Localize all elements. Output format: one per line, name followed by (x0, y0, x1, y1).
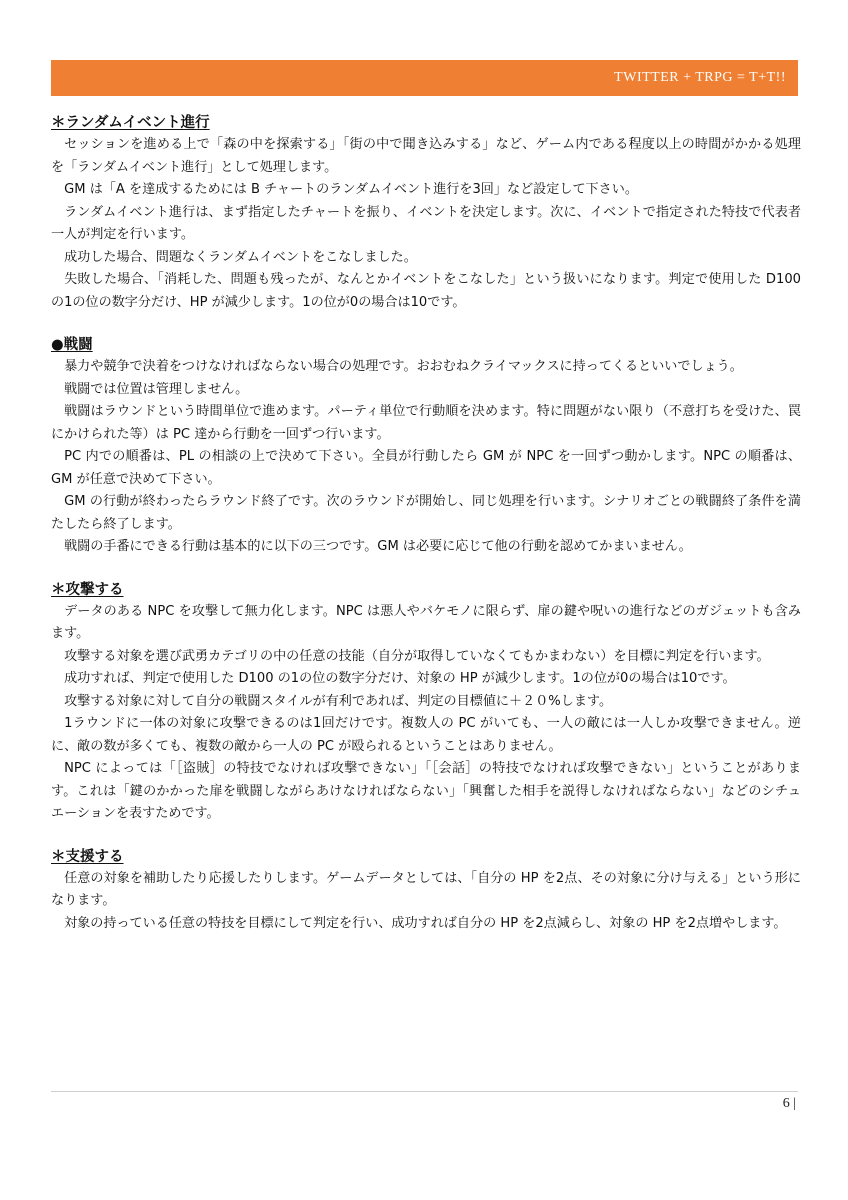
paragraph: 成功した場合、問題なくランダムイベントをこなしました。 (64, 249, 417, 265)
paragraph: 対象の持っている任意の特技を目標にして判定を行い、成功すれば自分の HP を2点減らし、対象の HP を2点増やします。 (64, 915, 787, 931)
paragraph: GM は「A を達成するためには B チャートのランダムイベント進行を3回」など設定して下さい。 (64, 182, 638, 197)
header-title: TWITTER + TRPG = T+T!! (614, 70, 786, 85)
paragraph: 失敗した場合、「消耗した、問題も残ったが、なんとかイベントをこなした」という扱いになります。判定で使用した D100 の1の位の数字分だけ、HP が減少します。1の位が0の場合は10です。 (51, 272, 801, 310)
paragraph: 攻撃する対象を選び武勇カテゴリの中の任意の技能（自分が取得していなくてもかまわない）を目標に判定を行います。 (64, 648, 770, 664)
paragraph: 戦闘はラウンドという時間単位で進めます。パーティ単位で行動順を決めます。特に問題がない限り（不意打ちを受けた、罠にかけられた等）は PC 達から行動を一回ずつ行います。 (51, 404, 801, 442)
paragraph: 任意の対象を補助したり応援したりします。ゲームデータとしては、「自分の HP を2点、その対象に分け与える」という形になります。 (51, 870, 801, 908)
paragraph: セッションを進める上で「森の中を探索する」「街の中で聞き込みする」など、ゲーム内である程度以上の時間がかかる処理を「ランダムイベント進行」として処理します。 (51, 137, 801, 175)
section-heading: ＊支援する (51, 848, 124, 865)
paragraph: ランダムイベント進行は、まず指定したチャートを振り、イベントを決定します。次に、イベントで指定された特技で代表者一人が判定を行います。 (51, 204, 801, 242)
paragraph: 成功すれば、判定で使用した D100 の1の位の数字分だけ、対象の HP が減少します。1の位が0の場合は10です。 (64, 671, 736, 686)
paragraph: NPC によっては「［盗賊］の特技でなければ攻撃できない」「［会話］の特技でなければ攻撃できない」ということがあります。これは「鍵のかかった扉を戦闘しながらあけなければならない」「興奮した相手を説得しなければならない」などのシチュエーションを表すためです。 (51, 761, 801, 821)
section-combat (51, 334, 801, 559)
paragraph: データのある NPC を攻撃して無力化します。NPC は悪人やバケモノに限らず、扉の鍵や呪いの進行などのガジェットも含みます。 (51, 603, 801, 641)
section-support (51, 846, 801, 936)
section-heading: ●戦闘 (51, 337, 93, 353)
section-random-event (51, 112, 801, 314)
document-body (51, 112, 801, 955)
section-heading: ＊ランダムイベント進行 (51, 115, 210, 131)
page-number: 6 | (782, 1096, 796, 1111)
paragraph: 攻撃する対象に対して自分の戦闘スタイルが有利であれば、判定の目標値に＋２０%します。 (64, 693, 613, 709)
paragraph: PC 内での順番は、PL の相談の上で決めて下さい。全員が行動したら GM が NPC を一回ずつ動かします。NPC の順番は、GM が任意で決めて下さい。 (51, 449, 801, 487)
section-heading: ＊攻撃する (51, 581, 124, 598)
section-attack (51, 579, 801, 826)
paragraph: 戦闘の手番にできる行動は基本的に以下の三つです。GM は必要に応じて他の行動を認めてかまいません。 (64, 539, 692, 554)
footer-divider (51, 1091, 798, 1092)
paragraph: 戦闘では位置は管理しません。 (64, 381, 249, 397)
paragraph: GM の行動が終わったらラウンド終了です。次のラウンドが開始し、同じ処理を行います。シナリオごとの戦闘終了条件を満たしたら終了します。 (51, 494, 801, 532)
paragraph: 1ラウンドに一体の対象に攻撃できるのは1回だけです。複数人の PC がいても、一人の敵には一人しか攻撃できません。逆に、敵の数が多くても、複数の敵から一人の PC が殴られるということはありません。 (51, 716, 801, 754)
header-bar (51, 60, 798, 96)
paragraph: 暴力や競争で決着をつけなければならない場合の処理です。おおむねクライマックスに持ってくるといいでしょう。 (64, 359, 743, 374)
